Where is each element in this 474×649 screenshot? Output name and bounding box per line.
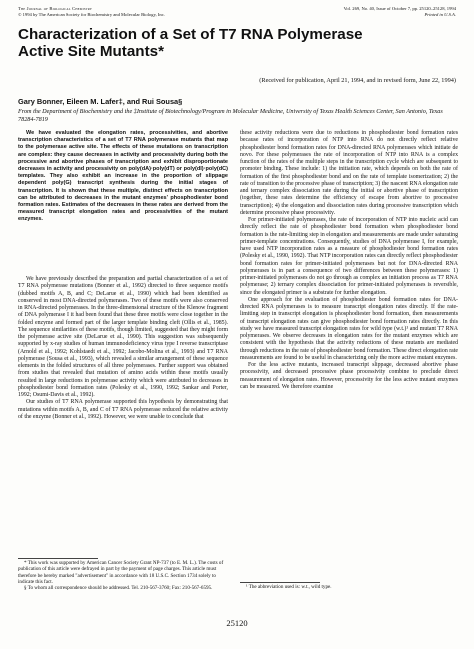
footnote-abbreviation: ¹ The abbreviation used is: w.t., wild type.: [246, 584, 332, 590]
journal-header-right: [344, 6, 456, 18]
citation-line: Vol. 269, No. 40, Issue of October 7, pp. 25120–25128, 1994: [343, 6, 456, 11]
abstract: We have evaluated the elongation rates, processivities, and abortive transcription characteristics of a set of T7 RNA polymerase mutants that map to the polymerase active site. The effects of these mutations on transcription are complex: they cause decreases in activity and processivity during both the processive and abortive phases of transcription and exhibit disproportionate decreases in activity and processivity on poly(dA)·poly(dT) or poly(dI)·poly(dC) templates. They also exhibit an increase in the proportion of slippage dependent poly(G) transcript synthesis during the initial stages of transcription. It is shown that these multiple, distinct effects on transcription can be attributed to decreases in the mutant enzymes' phosphodiester bond formation rates. Estimates of the decreases in these rates are derived from the measured transcript elongation rates and processivities of the mutant enzymes.: [18, 130, 228, 223]
affiliation: From the Department of Biochemistry and the ‡Institute of Biotechnology/Program in Molecular Medicine, University of Texas Health Sciences Center, San Antonio, Texas 78284-7819: [18, 108, 443, 123]
body-column-left: [18, 276, 228, 421]
copyright-line: © 1994 by The American Society for Biochemistry and Molecular Biology, Inc.: [18, 12, 165, 17]
footnote: * This work was supported by American Cancer Society Grant NP-737 (to E. M. L.). The costs of publication of this article were defrayed in part by the payment of page charges. This article must therefore be hereby marked "advertisement" in accordance with 18 U.S.C. Section 1734 solely to indicate this fact.: [18, 560, 224, 585]
footnotes-left: [18, 560, 228, 591]
footnote: § To whom all correspondence should be addressed. Tel. 210-567-3760; Fax: 210-567-6595.: [24, 585, 213, 592]
paragraph: these activity reductions were due to reductions in phosphodiester bond formation rates because rates of incorporation of NTP into RNA do not directly reflect relative phosphodiester bond formation rates for DNA-directed RNA polymerases which initiate de novo. For these polymerases the rate of incorporation of NTP into RNA is a complex function of the rates of the multiple steps in the transcription cycle which are subsequent to promoter binding. These include: 1) the initiation rate, which depends on both the rate of formation of the first phosphodiester bond and on the rate of template isomerization; 2) the rate of transition to the processive phase of transcription; 3) the nascent RNA elongation rate and ternary complex dissociation rate during the initial or abortive phase of transcription (together, these rates determine the efficiency of escape from abortive to processive transcription); 4) the elongation and dissociation rates during processive transcription which determine processive phase processivity.: [240, 130, 458, 216]
received-dates: (Received for publication, April 21, 1994, and in revised form, June 22, 1994): [259, 77, 456, 84]
paragraph: Our studies of T7 RNA polymerase supported this hypothesis by demonstrating that mutations within motifs A, B, and C of T7 RNA polymerase reduced the relative activity of the enzyme (Bonner et al., 1992). However, we were unable to conclude that: [18, 399, 228, 420]
body-column-right: [240, 130, 458, 391]
title-line-2: Active Site Mutants*: [18, 43, 165, 60]
paragraph: One approach for the evaluation of phosphodiester bond formation rates for DNA-directed RNA polymerases is to measure transcript elongation rates directly. If the rate-limiting step in transcript elongation is phosphodiester bond formation, then measurements of transcript elongation rates can give phosphodiester bond formation rates directly. In this study we have measured transcript elongation rates for wild type (w.t.)¹ and mutant T7 RNA polymerases. We observe decreases in elongation rates for the mutant enzymes which are consistent with the hypothesis that the activity reductions of these mutants are mediated through reductions in the rate of phosphodiester bond formation. These direct elongation rate measurements are found to be useful in characterizing only the more active mutant enzymes.: [240, 296, 458, 361]
footnote-divider: [18, 558, 98, 559]
title-line-1: Characterization of a Set of T7 RNA Polymerase: [18, 26, 363, 43]
article-title: [18, 26, 458, 60]
footnote-divider: [240, 582, 320, 583]
journal-header-left: [18, 6, 165, 18]
paragraph: We have previously described the preparation and partial characterization of a set of T7 RNA polymerase mutations (Bonner et al., 1992) directed to three sequence motifs (dubbed motifs A, B, and C; DeLarue et al., 1990) which had been identified as conserved in most DNA-directed polymerases. Two of these motifs were also conserved in RNA-directed polymerases. In the three-dimensional structure of the Klenow fragment of DNA polymerase I it had been found that these three motifs were close together in the folded enzyme and formed part of the larger template binding cleft (Ollis et al., 1985). The sequence similarities of these motifs, though limited, suggested that they might form the polymerase active site (DeLarue et al., 1990). This suggestion was subsequently supported by x-ray studies of human immunodeficiency virus type I reverse transcriptase (Arnold et al., 1992; Kohlstaedt et al., 1992; Jacobo-Molina et al., 1993) and T7 RNA polymerase (Sousa et al., 1993), which revealed a similar arrangement of these sequence elements in the folded structures of all three polymerases. Further support was obtained from studies that revealed that mutation of amino acids within these motifs usually resulted in large reductions in polymerase activity which were attributed to decreases in phosphodiester bond formation rates (Polesky et al., 1990, 1992; Sankar and Porter, 1992; Osumi-Davis et al., 1992).: [18, 276, 228, 398]
page-number: 25120: [226, 618, 248, 628]
printed-in-line: Printed in U.S.A.: [424, 12, 456, 17]
paragraph: For the less active mutants, increased transcript slippage, decreased abortive phase processivity, and decreased processive phase processivity combine to preclude direct measurement of elongation rates. However, processivity for the less active mutant enzymes can be measured. We therefore examine: [240, 362, 458, 390]
journal-name: The Journal of Biological Chemistry: [18, 6, 93, 11]
author-list: Gary Bonner, Eileen M. Lafer‡, and Rui Sousa§: [18, 97, 183, 106]
paragraph: For primer-initiated polymerases, the rate of incorporation of NTP into nucleic acid can directly reflect the rate of phosphodiester bond formation when phosphodiester bond formation is the rate-limiting step in elongation and measurements are made under saturating primer-template concentrations. Consequently, studies of DNA polymerase I, for example, have used NTP incorporation rates as a measure of phosphodiester bond formation rates (Polesky et al., 1990, 1992). That NTP incorporation rates can directly reflect phosphodiester bond formation rates for primer-initiated polymerases but not for DNA-directed RNA polymerases is in part a consequence of two differences between these polymerases: 1) primer-initiated polymerases do not go through as complex an initiation process as T7 RNA polymerase; 2) ternary complex dissociation for primer-initiated polymerases is reversible, since the elongated primer is a substrate for further elongation.: [240, 217, 458, 296]
